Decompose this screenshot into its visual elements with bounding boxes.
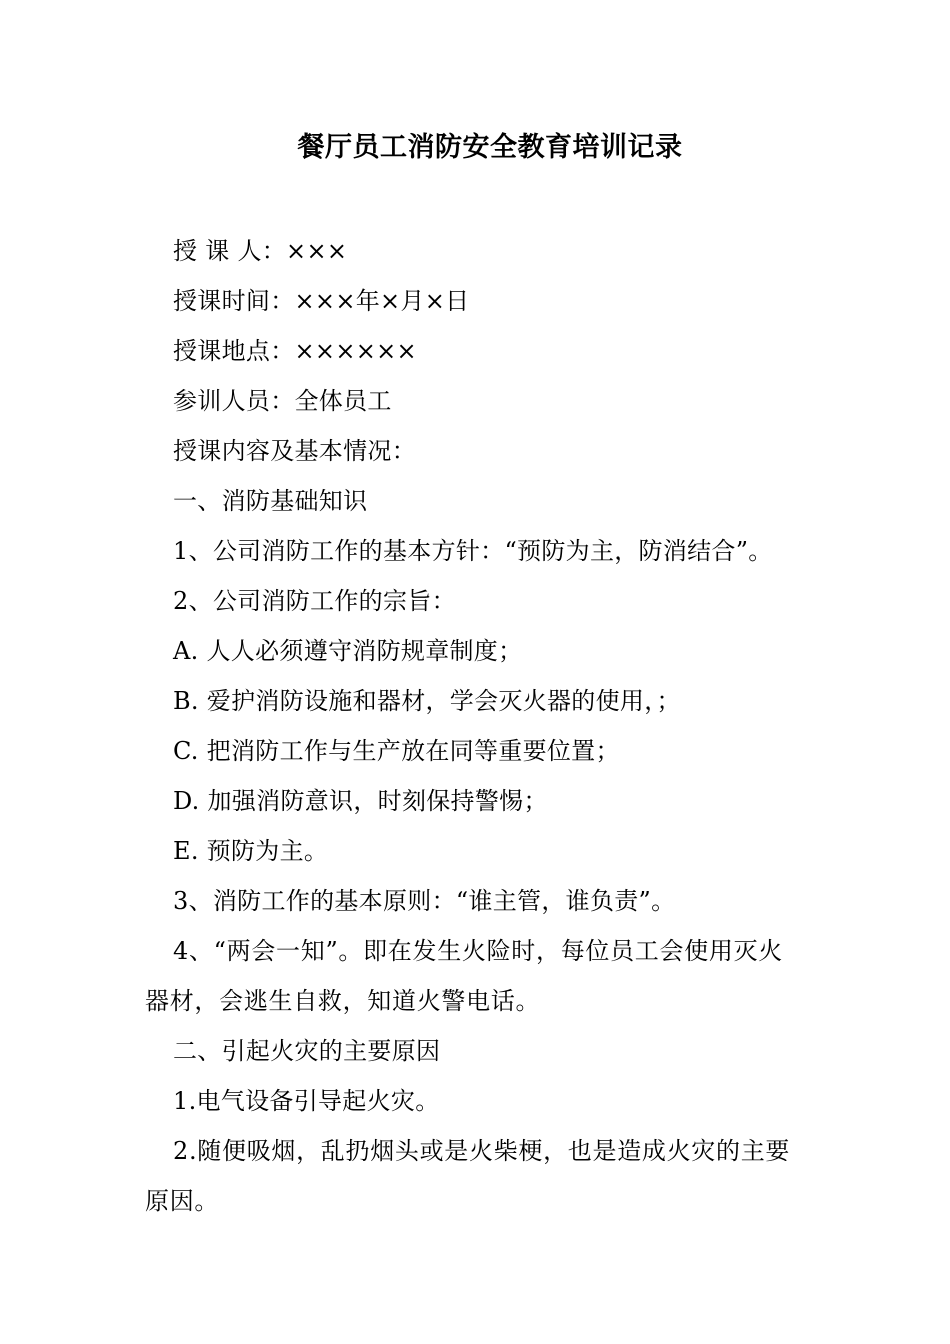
training-time-line: 授课时间：×××年×月×日 — [173, 287, 470, 315]
section-heading-1: 一、消防基础知识 — [173, 487, 368, 515]
participants-line: 参训人员：全体员工 — [173, 387, 392, 415]
list-item: A. 人人必须遵守消防规章制度； — [173, 637, 523, 665]
list-item: B. 爱护消防设施和器材，学会灭火器的使用，； — [173, 687, 681, 715]
list-item: 1.电气设备引导起火灾。 — [173, 1087, 440, 1115]
content-heading: 授课内容及基本情况： — [173, 437, 416, 465]
training-location-line: 授课地点：×××××× — [173, 337, 417, 365]
document-title: 餐厅员工消防安全教育培训记录 — [297, 132, 683, 163]
document-body — [145, 226, 797, 1226]
list-item: 3、消防工作的基本原则：“谁主管，谁负责”。 — [173, 887, 676, 915]
section-heading-2: 二、引起火灾的主要原因 — [173, 1037, 441, 1065]
list-item: C. 把消防工作与生产放在同等重要位置； — [173, 737, 620, 765]
list-item: 2.随便吸烟，乱扔烟头或是火柴梗，也是造成火灾的主要原因。 — [145, 1137, 791, 1215]
list-item: D. 加强消防意识，时刻保持警惕； — [173, 787, 548, 815]
instructor-line: 授 课 人：××× — [173, 237, 348, 265]
list-item: 4、“两会一知”。即在发生火险时，每位员工会使用灭火器材，会逃生自救，知道火警电话。 — [145, 937, 784, 1015]
list-item: E. 预防为主。 — [173, 837, 329, 865]
list-item: 1、公司消防工作的基本方针：“预防为主，防消结合”。 — [173, 537, 773, 565]
list-item: 2、公司消防工作的宗旨： — [173, 587, 456, 615]
